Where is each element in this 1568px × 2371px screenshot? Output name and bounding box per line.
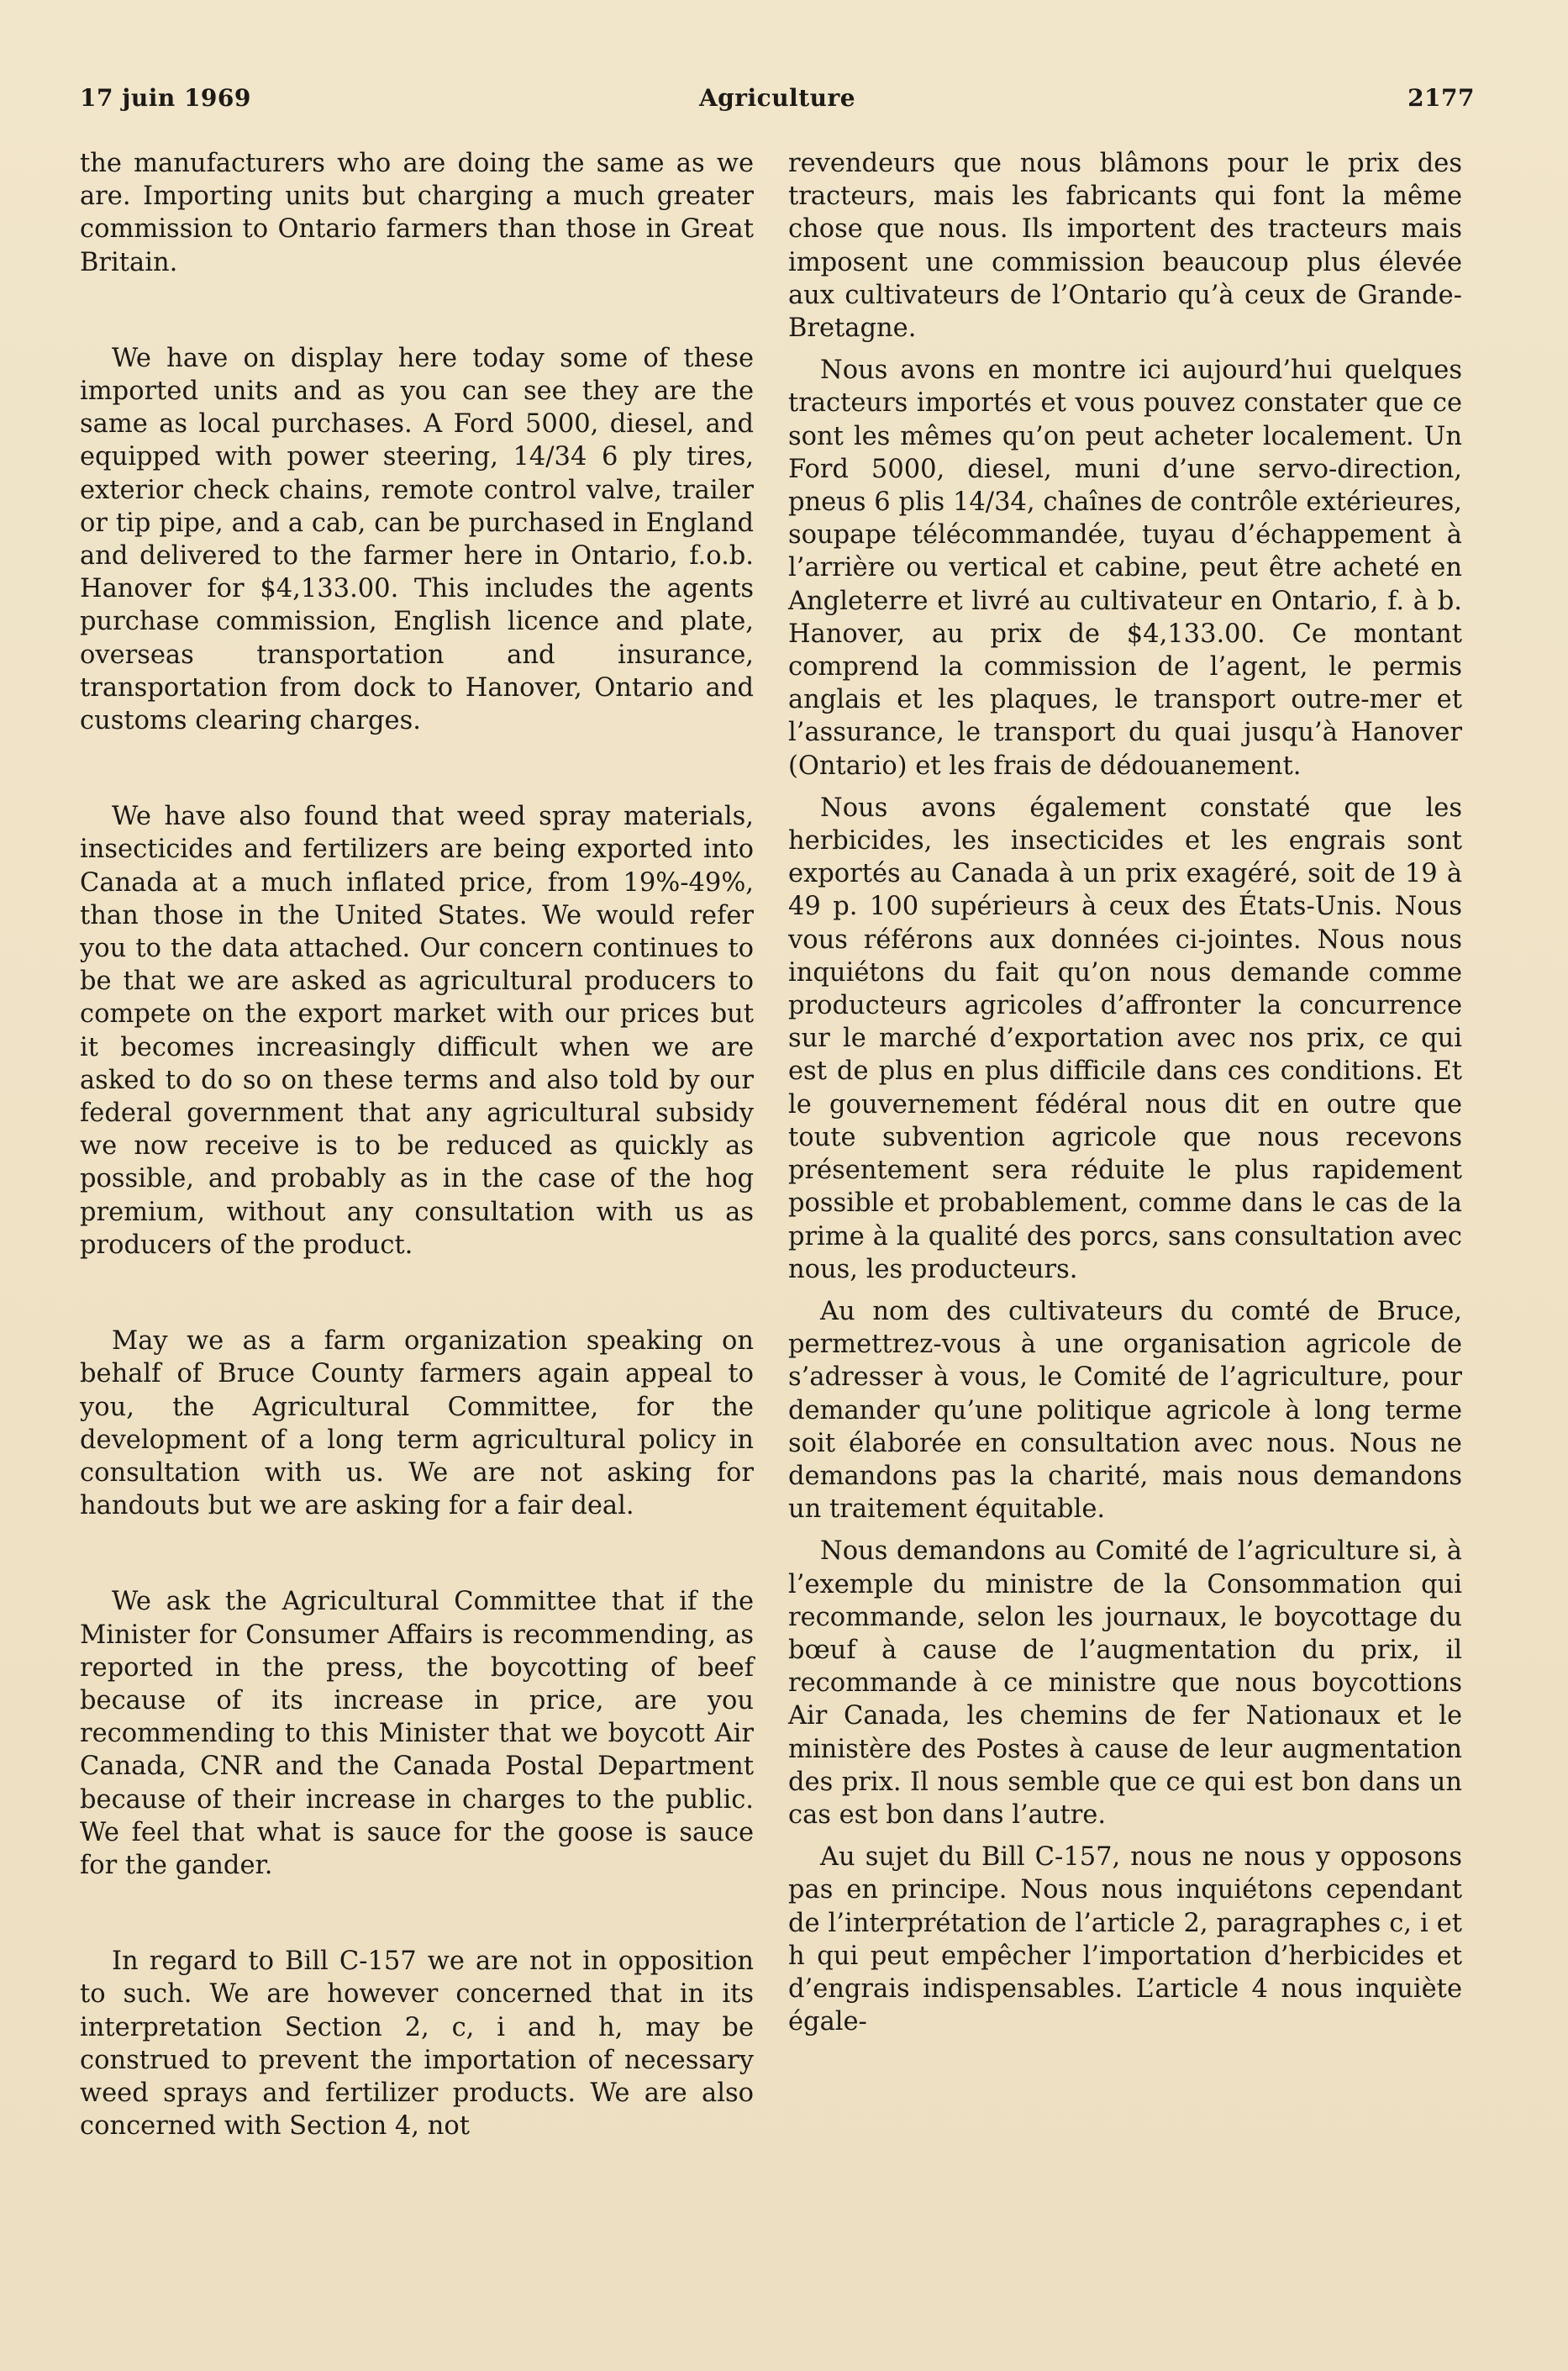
english-paragraph-4: May we as a farm organization speaking on behalf of Bruce County farmers again appeal to you, the Agricultural Committee, for the development of a long term agricultural policy in consultation with us. We are not asking for handouts but we are asking for a fair deal. — [80, 1326, 754, 1521]
french-paragraph-3: Nous avons également constaté que les herbicides, les insecticides et les engrais sont exportés au Canada à un prix exagéré, soit de 19 à 49 p. 100 supérieurs à ceux des États-Unis. Nous vous référons aux données ci-jointes. Nous nous inquiétons du fait qu’on nous demande comme producteurs agricoles d’affronter la concurrence sur le marché d’exportation avec nos prix, ce qui est de plus en plus difficile dans ces conditions. Et le gouvernement fédéral nous dit en outre que toute subvention agricole que nous recevons présentement sera réduite le plus rapidement possible et probablement, comme dans le cas de la prime à la qualité des porcs, sans consultation avec nous, les producteurs. — [788, 793, 1462, 1284]
french-paragraph-6: Au sujet du Bill C-157, nous ne nous y opposons pas en principe. Nous nous inquiétons cependant de l’interprétation de l’article 2, paragraphes c, i et h qui peut empêcher l’importation d’herbicides et d’engrais indispensables. L’article 4 nous inquiète égale- — [788, 1842, 1462, 2037]
french-column — [788, 147, 1462, 2038]
running-header — [80, 84, 1475, 118]
french-paragraph-5: Nous demandons au Comité de l’agriculture si, à l’exemple du ministre de la Consommation qui recommande, selon les journaux, le boycottage du bœuf à cause de l’augmentation du prix, il recommande à ce ministre que nous boycottions Air Canada, les chemins de fer Nationaux et le ministère des Postes à cause de leur augmentation des prix. Il nous semble que ce qui est bon dans un cas est bon dans l’autre. — [788, 1536, 1462, 1830]
french-paragraph-2: Nous avons en montre ici aujourd’hui quelques tracteurs importés et vous pouvez constater que ce sont les mêmes qu’on peut acheter localement. Un Ford 5000, diesel, muni d’une servo-direction, pneus 6 plis 14/34, chaînes de contrôle extérieures, soupape télécommandée, tuyau d’échappement à l’arrière ou vertical et cabine, peut être acheté en Angleterre et livré au cultivateur en Ontario, f. à b. Hanover, au prix de $4,133.00. Ce montant comprend la commission de l’agent, le permis anglais et les plaques, le transport outre-mer et l’assurance, le transport du quai jusqu’à Hanover (Ontario) et les frais de dédouanement. — [788, 356, 1462, 781]
english-paragraph-3: We have also found that weed spray materials, insecticides and fertilizers are being exported into Canada at a much inflated price, from 19%-49%, than those in the United States. We would refer you to the data attached. Our concern continues to be that we are asked as agricultural producers to compete on the export market with our prices but it becomes increasingly difficult when we are asked to do so on these terms and also told by our federal government that any agricultural subsidy we now receive is to be reduced as quickly as possible, and probably as in the case of the hog premium, without any consultation with us as producers of the product. — [80, 802, 754, 1260]
header-title: Agriculture — [698, 84, 856, 112]
english-paragraph-5: We ask the Agricultural Committee that if the Minister for Consumer Affairs is recommending, as reported in the press, the boycotting of beef because of its increase in price, are you recommending to this Minister that we boycott Air Canada, CNR and the Canada Postal Department because of their increase in charges to the public. We feel that what is sauce for the goose is sauce for the gander. — [80, 1587, 754, 1880]
header-page-number: 2177 — [1408, 84, 1475, 112]
french-paragraph-4: Au nom des cultivateurs du comté de Bruce, permettrez-vous à une organisation agricole de s’adresser à vous, le Comité de l’agriculture, pour demander qu’une politique agricole à long terme soit élaborée en consultation avec nous. Nous ne demandons pas la charité, mais nous demandons un traitement équitable. — [788, 1296, 1462, 1525]
english-column — [80, 147, 754, 2142]
english-paragraph-1: the manufacturers who are doing the same as we are. Importing units but charging a much greater commission to Ontario farmers than those in Great Britain. — [80, 149, 754, 277]
french-paragraph-1: revendeurs que nous blâmons pour le prix des tracteurs, mais les fabricants qui font la même chose que nous. Ils importent des tracteurs mais imposent une commission beaucoup plus élevée aux cultivateurs de l’Ontario qu’à ceux de Grande-Bretagne. — [788, 149, 1462, 344]
english-paragraph-6: In regard to Bill C-157 we are not in opposition to such. We are however concerned that in its interpretation Section 2, c, i and h, may be construed to prevent the importation of necessary weed sprays and fertilizer products. We are also concerned with Section 4, not — [80, 1947, 754, 2142]
english-paragraph-2: We have on display here today some of these imported units and as you can see they are the same as local purchases. A Ford 5000, diesel, and equipped with power steering, 14/34 6 ply tires, exterior check chains, remote control valve, trailer or tip pipe, and a cab, can be purchased in England and delivered to the farmer here in Ontario, f.o.b. Hanover for $4,133.00. This includes the agents purchase commission, English licence and plate, overseas transportation and insurance, transportation from dock to Hanover, Ontario and customs clearing charges. — [80, 343, 754, 736]
header-date: 17 juin 1969 — [80, 84, 251, 112]
